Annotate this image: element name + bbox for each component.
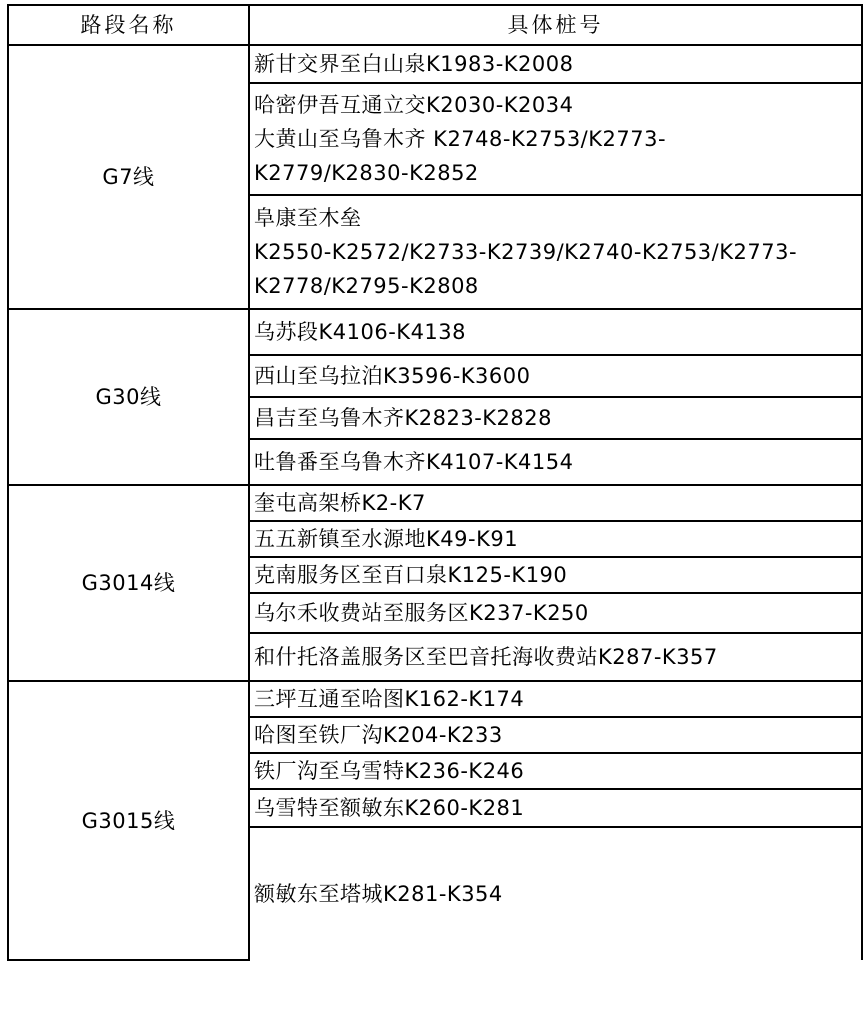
segment-cell: 和什托洛盖服务区至巴音托海收费站K287-K357: [249, 633, 862, 681]
segment-cell: 五五新镇至水源地K49-K91: [249, 521, 862, 557]
header-station-range: 具体桩号: [249, 5, 862, 45]
segment-cell: 阜康至木垒 K2550-K2572/K2733-K2739/K2740-K2753/K2773- K2778/K2795-K2808: [249, 195, 862, 309]
segment-cell: 乌苏段K4106-K4138: [249, 309, 862, 355]
table-row: [8, 485, 862, 521]
segment-cell: 西山至乌拉泊K3596-K3600: [249, 355, 862, 397]
segment-cell: 昌吉至乌鲁木齐K2823-K2828: [249, 397, 862, 439]
road-name-cell: G7线: [8, 45, 249, 309]
road-name-cell: G30线: [8, 309, 249, 485]
segment-cell: 克南服务区至百口泉K125-K190: [249, 557, 862, 593]
table-row: [8, 681, 862, 717]
road-name-cell: G3015线: [8, 681, 249, 960]
segment-cell: 吐鲁番至乌鲁木齐K4107-K4154: [249, 439, 862, 485]
segment-cell: 三坪互通至哈图K162-K174: [249, 681, 862, 717]
header-road-name: 路段名称: [8, 5, 249, 45]
route-table: [7, 4, 863, 961]
segment-cell: 乌尔禾收费站至服务区K237-K250: [249, 593, 862, 633]
route-table-sheet: [7, 4, 863, 961]
table-row: [8, 45, 862, 83]
segment-cell: 新甘交界至白山泉K1983-K2008: [249, 45, 862, 83]
header-row: [8, 5, 862, 45]
segment-cell: 哈图至铁厂沟K204-K233: [249, 717, 862, 753]
segment-cell: 乌雪特至额敏东K260-K281: [249, 789, 862, 827]
table-row: [8, 309, 862, 355]
segment-cell: 哈密伊吾互通立交K2030-K2034 大黄山至乌鲁木齐 K2748-K2753/K2773- K2779/K2830-K2852: [249, 83, 862, 195]
road-name-cell: G3014线: [8, 485, 249, 681]
segment-cell: 奎屯高架桥K2-K7: [249, 485, 862, 521]
segment-cell: 铁厂沟至乌雪特K236-K246: [249, 753, 862, 789]
segment-cell: 额敏东至塔城K281-K354: [249, 827, 862, 960]
